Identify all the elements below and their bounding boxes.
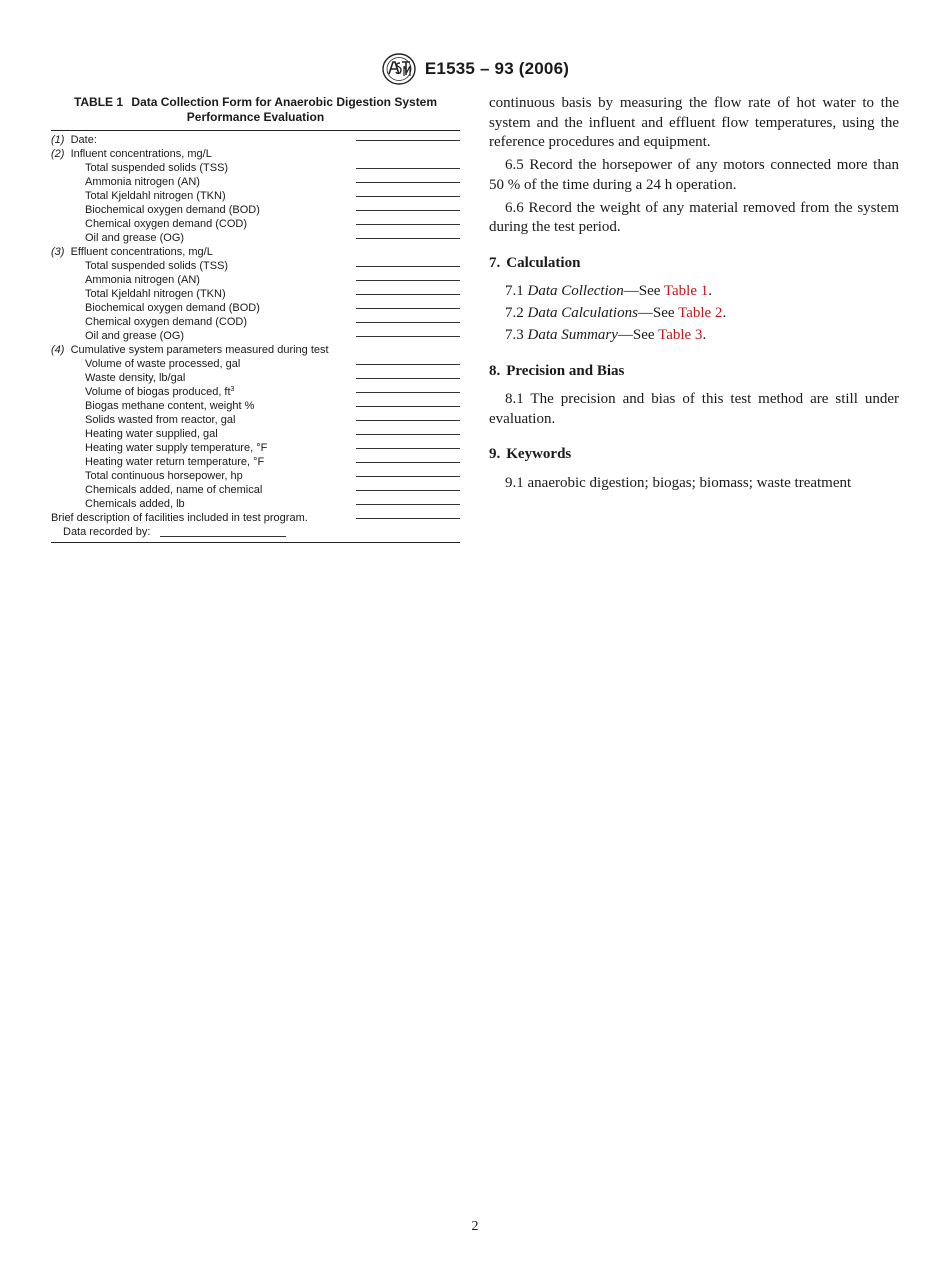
section-9-heading xyxy=(489,445,899,465)
table-row-label xyxy=(51,133,97,147)
row-text: Volume of biogas produced, ft xyxy=(85,386,231,398)
row-text: Total continuous horsepower, hp xyxy=(85,470,243,482)
entry-blank-line[interactable] xyxy=(356,378,460,379)
subsection-7-1 xyxy=(505,282,899,302)
table-row-label xyxy=(51,287,226,301)
subsection-7-1-title: Data Collection xyxy=(527,283,624,299)
entry-blank-line[interactable] xyxy=(356,168,460,169)
table-2-link[interactable]: Table 2 xyxy=(678,305,723,321)
table-row xyxy=(51,133,460,147)
period: . xyxy=(708,283,713,299)
row-text: Influent concentrations, mg/L xyxy=(70,148,212,160)
row-text: Cumulative system parameters measured during test xyxy=(70,344,329,356)
table-row xyxy=(51,301,460,315)
entry-blank-line[interactable] xyxy=(356,224,460,225)
table-row xyxy=(51,259,460,273)
paragraph-8-1: 8.1 The precision and bias of this test method are still under evaluation. xyxy=(489,391,899,427)
section-7-title: Calculation xyxy=(506,254,581,271)
entry-blank-line[interactable] xyxy=(356,238,460,239)
table-row xyxy=(51,147,460,161)
row-text: Total suspended solids (TSS) xyxy=(85,162,229,174)
table-row xyxy=(51,287,460,301)
subsection-7-3 xyxy=(505,326,899,346)
entry-blank-line[interactable] xyxy=(356,182,460,183)
table-bottom-rule xyxy=(51,542,460,543)
entry-blank-line[interactable] xyxy=(356,196,460,197)
entry-blank-line[interactable] xyxy=(356,364,460,365)
table-row-label xyxy=(51,427,218,441)
table-row xyxy=(51,357,460,371)
table-row xyxy=(51,175,460,189)
table-row xyxy=(51,469,460,483)
table-row-label xyxy=(51,245,213,259)
entry-blank-line[interactable] xyxy=(356,308,460,309)
entry-blank-line[interactable] xyxy=(356,140,460,141)
table-row xyxy=(51,343,460,357)
row-text: Oil and grease (OG) xyxy=(85,330,185,342)
entry-blank-line[interactable] xyxy=(356,336,460,337)
row-superscript: 3 xyxy=(230,386,235,393)
table-row xyxy=(51,511,460,525)
entry-blank-line[interactable] xyxy=(356,392,460,393)
row-text: Chemical oxygen demand (COD) xyxy=(85,218,248,230)
table-row xyxy=(51,315,460,329)
table-row-label xyxy=(51,469,243,483)
entry-blank-line[interactable] xyxy=(356,280,460,281)
table-row xyxy=(51,427,460,441)
row-text: Biochemical oxygen demand (BOD) xyxy=(85,204,260,216)
row-text: Chemicals added, name of chemical xyxy=(85,484,263,496)
row-text: Chemicals added, lb xyxy=(85,498,185,510)
table-row-label xyxy=(51,343,329,357)
row-text: Brief description of facilities included in test program. xyxy=(51,512,308,524)
table-row-label xyxy=(51,273,200,287)
subsection-7-2 xyxy=(505,304,899,324)
row-text: Date: xyxy=(70,134,97,146)
table-row-label xyxy=(51,371,185,385)
entry-blank-line[interactable] xyxy=(356,420,460,421)
section-8-title: Precision and Bias xyxy=(506,362,625,379)
table-row xyxy=(51,231,460,245)
table-row-label xyxy=(51,175,200,189)
table-1 xyxy=(51,95,460,543)
table-row xyxy=(51,385,460,399)
subsection-7-2-title: Data Calculations xyxy=(527,305,638,321)
row-number: (3) xyxy=(51,246,65,258)
subsection-7-2-see: —See xyxy=(637,305,675,321)
table-3-link[interactable]: Table 3 xyxy=(658,327,703,343)
row-text: Effluent concentrations, mg/L xyxy=(70,246,213,258)
subsection-7-3-number: 7.3 xyxy=(505,327,524,343)
section-7-heading xyxy=(489,254,899,274)
row-text: Heating water return temperature, °F xyxy=(85,456,265,468)
section-7-number: 7. xyxy=(489,254,501,271)
period: . xyxy=(722,305,727,321)
table-row xyxy=(51,273,460,287)
entry-blank-line[interactable] xyxy=(356,210,460,211)
table-row-label xyxy=(51,357,240,371)
entry-blank-line[interactable] xyxy=(356,448,460,449)
subsection-7-1-number: 7.1 xyxy=(505,283,524,299)
row-text: Ammonia nitrogen (AN) xyxy=(85,274,200,286)
entry-blank-line[interactable] xyxy=(356,322,460,323)
table-row xyxy=(51,329,460,343)
subsection-7-3-title: Data Summary xyxy=(527,327,618,343)
table-row xyxy=(51,441,460,455)
table-row xyxy=(51,497,460,511)
row-text: Solids wasted from reactor, gal xyxy=(85,414,236,426)
table-row xyxy=(51,413,460,427)
row-number: (2) xyxy=(51,148,65,160)
section-8-heading xyxy=(489,362,899,382)
data-recorded-row xyxy=(51,525,460,539)
entry-blank-line[interactable] xyxy=(356,476,460,477)
table-row-label xyxy=(51,301,260,315)
astm-logo-icon xyxy=(381,52,417,86)
entry-blank-line[interactable] xyxy=(356,294,460,295)
table-row xyxy=(51,189,460,203)
entry-blank-line[interactable] xyxy=(356,266,460,267)
table-row xyxy=(51,245,460,259)
table-row-label xyxy=(51,217,247,231)
table-rows xyxy=(51,131,460,525)
section-8-number: 8. xyxy=(489,362,501,379)
paragraph-6-5: 6.5 Record the horsepower of any motors connected more than 50 % of the time during a 24 h operation. xyxy=(489,157,899,193)
row-text: Oil and grease (OG) xyxy=(85,232,185,244)
table-row-label xyxy=(51,259,228,273)
table-row xyxy=(51,161,460,175)
document-id: E1535 – 93 (2006) xyxy=(424,59,570,78)
page-number: 2 xyxy=(471,1219,479,1234)
row-text: Chemical oxygen demand (COD) xyxy=(85,316,248,328)
row-number: (4) xyxy=(51,344,65,356)
entry-blank-line[interactable] xyxy=(356,434,460,435)
table-caption-number: TABLE 1 xyxy=(73,95,124,109)
table-row xyxy=(51,399,460,413)
subsection-7-2-number: 7.2 xyxy=(505,305,524,321)
table-row-label xyxy=(51,413,235,427)
table-row-label xyxy=(51,441,267,455)
table-row-label xyxy=(51,315,247,329)
row-number: (1) xyxy=(51,134,65,146)
section-9-title: Keywords xyxy=(506,446,572,462)
paragraph-9-1: 9.1 anaerobic digestion; biogas; biomass; waste treatment xyxy=(505,474,852,491)
table-caption xyxy=(51,95,460,131)
entry-blank-line[interactable] xyxy=(356,462,460,463)
table-caption-title-line2: Performance Evaluation xyxy=(186,110,325,124)
row-text: Waste density, lb/gal xyxy=(85,372,186,384)
subsection-7-1-see: —See xyxy=(623,283,661,299)
entry-blank-line[interactable] xyxy=(356,504,460,505)
row-text: Total Kjeldahl nitrogen (TKN) xyxy=(85,288,226,300)
table-row-label xyxy=(51,329,184,343)
table-row xyxy=(51,455,460,469)
table-row-label xyxy=(51,203,260,217)
entry-blank-line[interactable] xyxy=(356,406,460,407)
row-text: Total suspended solids (TSS) xyxy=(85,260,229,272)
row-text: Biochemical oxygen demand (BOD) xyxy=(85,302,260,314)
table-1-link[interactable]: Table 1 xyxy=(663,283,709,299)
table-caption-title-line1: Data Collection Form for Anaerobic Digestion System xyxy=(131,95,438,109)
subsection-7-3-see: —See xyxy=(617,327,655,343)
table-row xyxy=(51,203,460,217)
table-row-label xyxy=(51,497,185,511)
period: . xyxy=(702,327,707,343)
table-row-label xyxy=(51,483,262,497)
table-row-label xyxy=(51,231,184,245)
table-row xyxy=(51,371,460,385)
row-text: Total Kjeldahl nitrogen (TKN) xyxy=(85,190,226,202)
row-text: Biogas methane content, weight % xyxy=(85,400,255,412)
row-text: Volume of waste processed, gal xyxy=(85,358,241,370)
table-row-label xyxy=(51,399,254,413)
paragraph-6-6: 6.6 Record the weight of any material removed from the system during the test period. xyxy=(489,199,899,235)
table-row xyxy=(51,217,460,231)
data-recorded-label: Data recorded by: xyxy=(63,526,151,538)
table-row-label xyxy=(51,189,226,203)
table-row-label xyxy=(51,161,228,175)
section-9-number: 9. xyxy=(489,446,501,462)
row-text: Heating water supplied, gal xyxy=(85,428,218,440)
table-row-label xyxy=(51,511,308,525)
row-text: Ammonia nitrogen (AN) xyxy=(85,176,200,188)
table-row-label xyxy=(51,385,234,399)
right-column xyxy=(489,94,899,497)
table-row xyxy=(51,483,460,497)
row-text: Heating water supply temperature, °F xyxy=(85,442,268,454)
table-row-label xyxy=(51,147,212,161)
entry-blank-line[interactable] xyxy=(356,518,460,519)
entry-blank-line[interactable] xyxy=(356,490,460,491)
table-row-label xyxy=(51,455,264,469)
data-recorded-input[interactable] xyxy=(160,527,286,537)
page-header xyxy=(0,52,950,86)
continued-paragraph: continuous basis by measuring the flow rate of hot water to the system and the influent and effluent flow temperatures, using the reference procedures and equipment. xyxy=(489,95,899,150)
